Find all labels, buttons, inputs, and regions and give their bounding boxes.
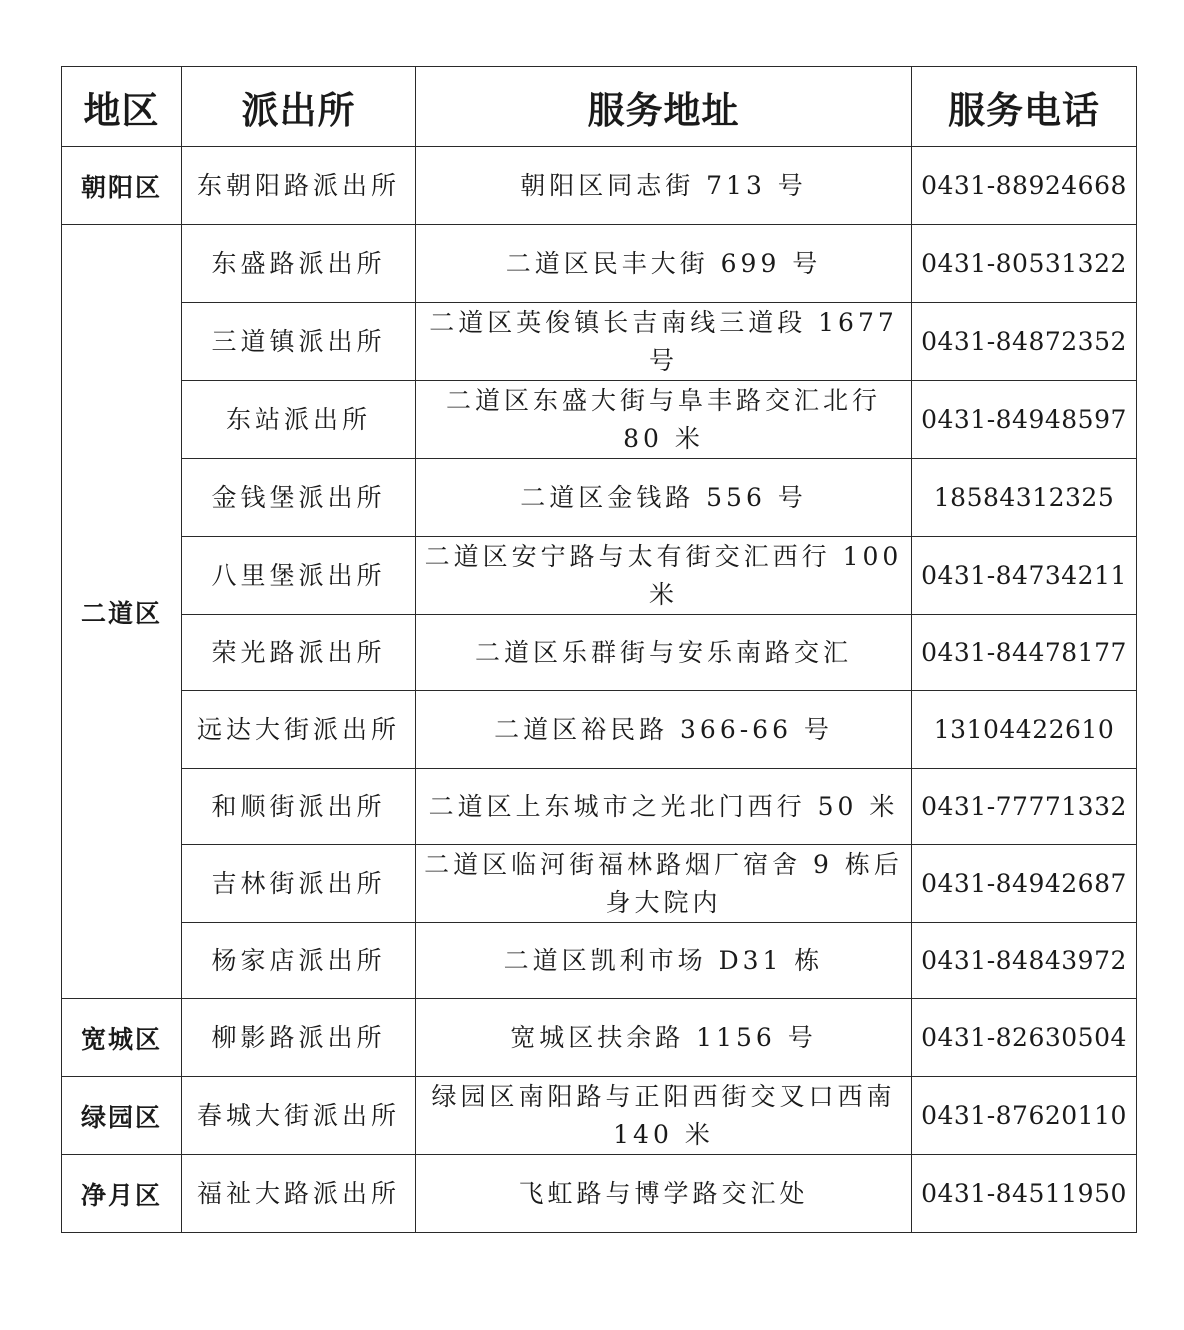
station-cell: 东朝阳路派出所 (182, 147, 416, 225)
phone-cell: 13104422610 (912, 691, 1137, 769)
address-cell: 二道区乐群街与安乐南路交汇 (416, 615, 912, 691)
header-address: 服务地址 (416, 67, 912, 147)
station-cell: 东站派出所 (182, 381, 416, 459)
station-cell: 和顺街派出所 (182, 769, 416, 845)
table-row (62, 303, 1137, 381)
address-cell: 二道区临河街福林路烟厂宿舍 9 栋后身大院内 (416, 845, 912, 923)
table-row (62, 381, 1137, 459)
address-cell: 宽城区扶余路 1156 号 (416, 999, 912, 1077)
phone-cell: 0431-84872352 (912, 303, 1137, 381)
phone-cell: 0431-88924668 (912, 147, 1137, 225)
district-cell: 二道区 (62, 225, 182, 999)
table-row (62, 225, 1137, 303)
phone-cell: 0431-82630504 (912, 999, 1137, 1077)
table-row (62, 923, 1137, 999)
station-cell: 春城大街派出所 (182, 1077, 416, 1155)
phone-cell: 0431-84942687 (912, 845, 1137, 923)
phone-cell: 0431-84843972 (912, 923, 1137, 999)
police-station-table (61, 66, 1137, 1233)
station-cell: 杨家店派出所 (182, 923, 416, 999)
table-row (62, 537, 1137, 615)
station-cell: 三道镇派出所 (182, 303, 416, 381)
table-row (62, 691, 1137, 769)
phone-cell: 0431-84948597 (912, 381, 1137, 459)
table-row (62, 845, 1137, 923)
address-cell: 飞虹路与博学路交汇处 (416, 1155, 912, 1233)
phone-cell: 0431-84478177 (912, 615, 1137, 691)
phone-cell: 18584312325 (912, 459, 1137, 537)
phone-cell: 0431-80531322 (912, 225, 1137, 303)
station-cell: 吉林街派出所 (182, 845, 416, 923)
address-cell: 二道区裕民路 366-66 号 (416, 691, 912, 769)
header-district: 地区 (62, 67, 182, 147)
table-row (62, 615, 1137, 691)
district-cell: 净月区 (62, 1155, 182, 1233)
phone-cell: 0431-87620110 (912, 1077, 1137, 1155)
header-phone: 服务电话 (912, 67, 1137, 147)
phone-cell: 0431-77771332 (912, 769, 1137, 845)
station-cell: 东盛路派出所 (182, 225, 416, 303)
phone-cell: 0431-84511950 (912, 1155, 1137, 1233)
address-cell: 二道区安宁路与太有街交汇西行 100 米 (416, 537, 912, 615)
address-cell: 二道区金钱路 556 号 (416, 459, 912, 537)
table-row (62, 1155, 1137, 1233)
station-cell: 福祉大路派出所 (182, 1155, 416, 1233)
district-cell: 绿园区 (62, 1077, 182, 1155)
station-cell: 金钱堡派出所 (182, 459, 416, 537)
address-cell: 二道区凯利市场 D31 栋 (416, 923, 912, 999)
address-cell: 二道区上东城市之光北门西行 50 米 (416, 769, 912, 845)
district-cell: 宽城区 (62, 999, 182, 1077)
table-header-row (62, 67, 1137, 147)
address-cell: 朝阳区同志街 713 号 (416, 147, 912, 225)
district-cell: 朝阳区 (62, 147, 182, 225)
address-cell: 二道区东盛大街与阜丰路交汇北行 80 米 (416, 381, 912, 459)
table-row (62, 999, 1137, 1077)
station-cell: 远达大街派出所 (182, 691, 416, 769)
table-row (62, 769, 1137, 845)
address-cell: 二道区英俊镇长吉南线三道段 1677 号 (416, 303, 912, 381)
station-cell: 柳影路派出所 (182, 999, 416, 1077)
table-row (62, 1077, 1137, 1155)
header-station: 派出所 (182, 67, 416, 147)
station-cell: 八里堡派出所 (182, 537, 416, 615)
address-cell: 二道区民丰大街 699 号 (416, 225, 912, 303)
table-row (62, 459, 1137, 537)
address-cell: 绿园区南阳路与正阳西街交叉口西南 140 米 (416, 1077, 912, 1155)
phone-cell: 0431-84734211 (912, 537, 1137, 615)
station-cell: 荣光路派出所 (182, 615, 416, 691)
table-row (62, 147, 1137, 225)
